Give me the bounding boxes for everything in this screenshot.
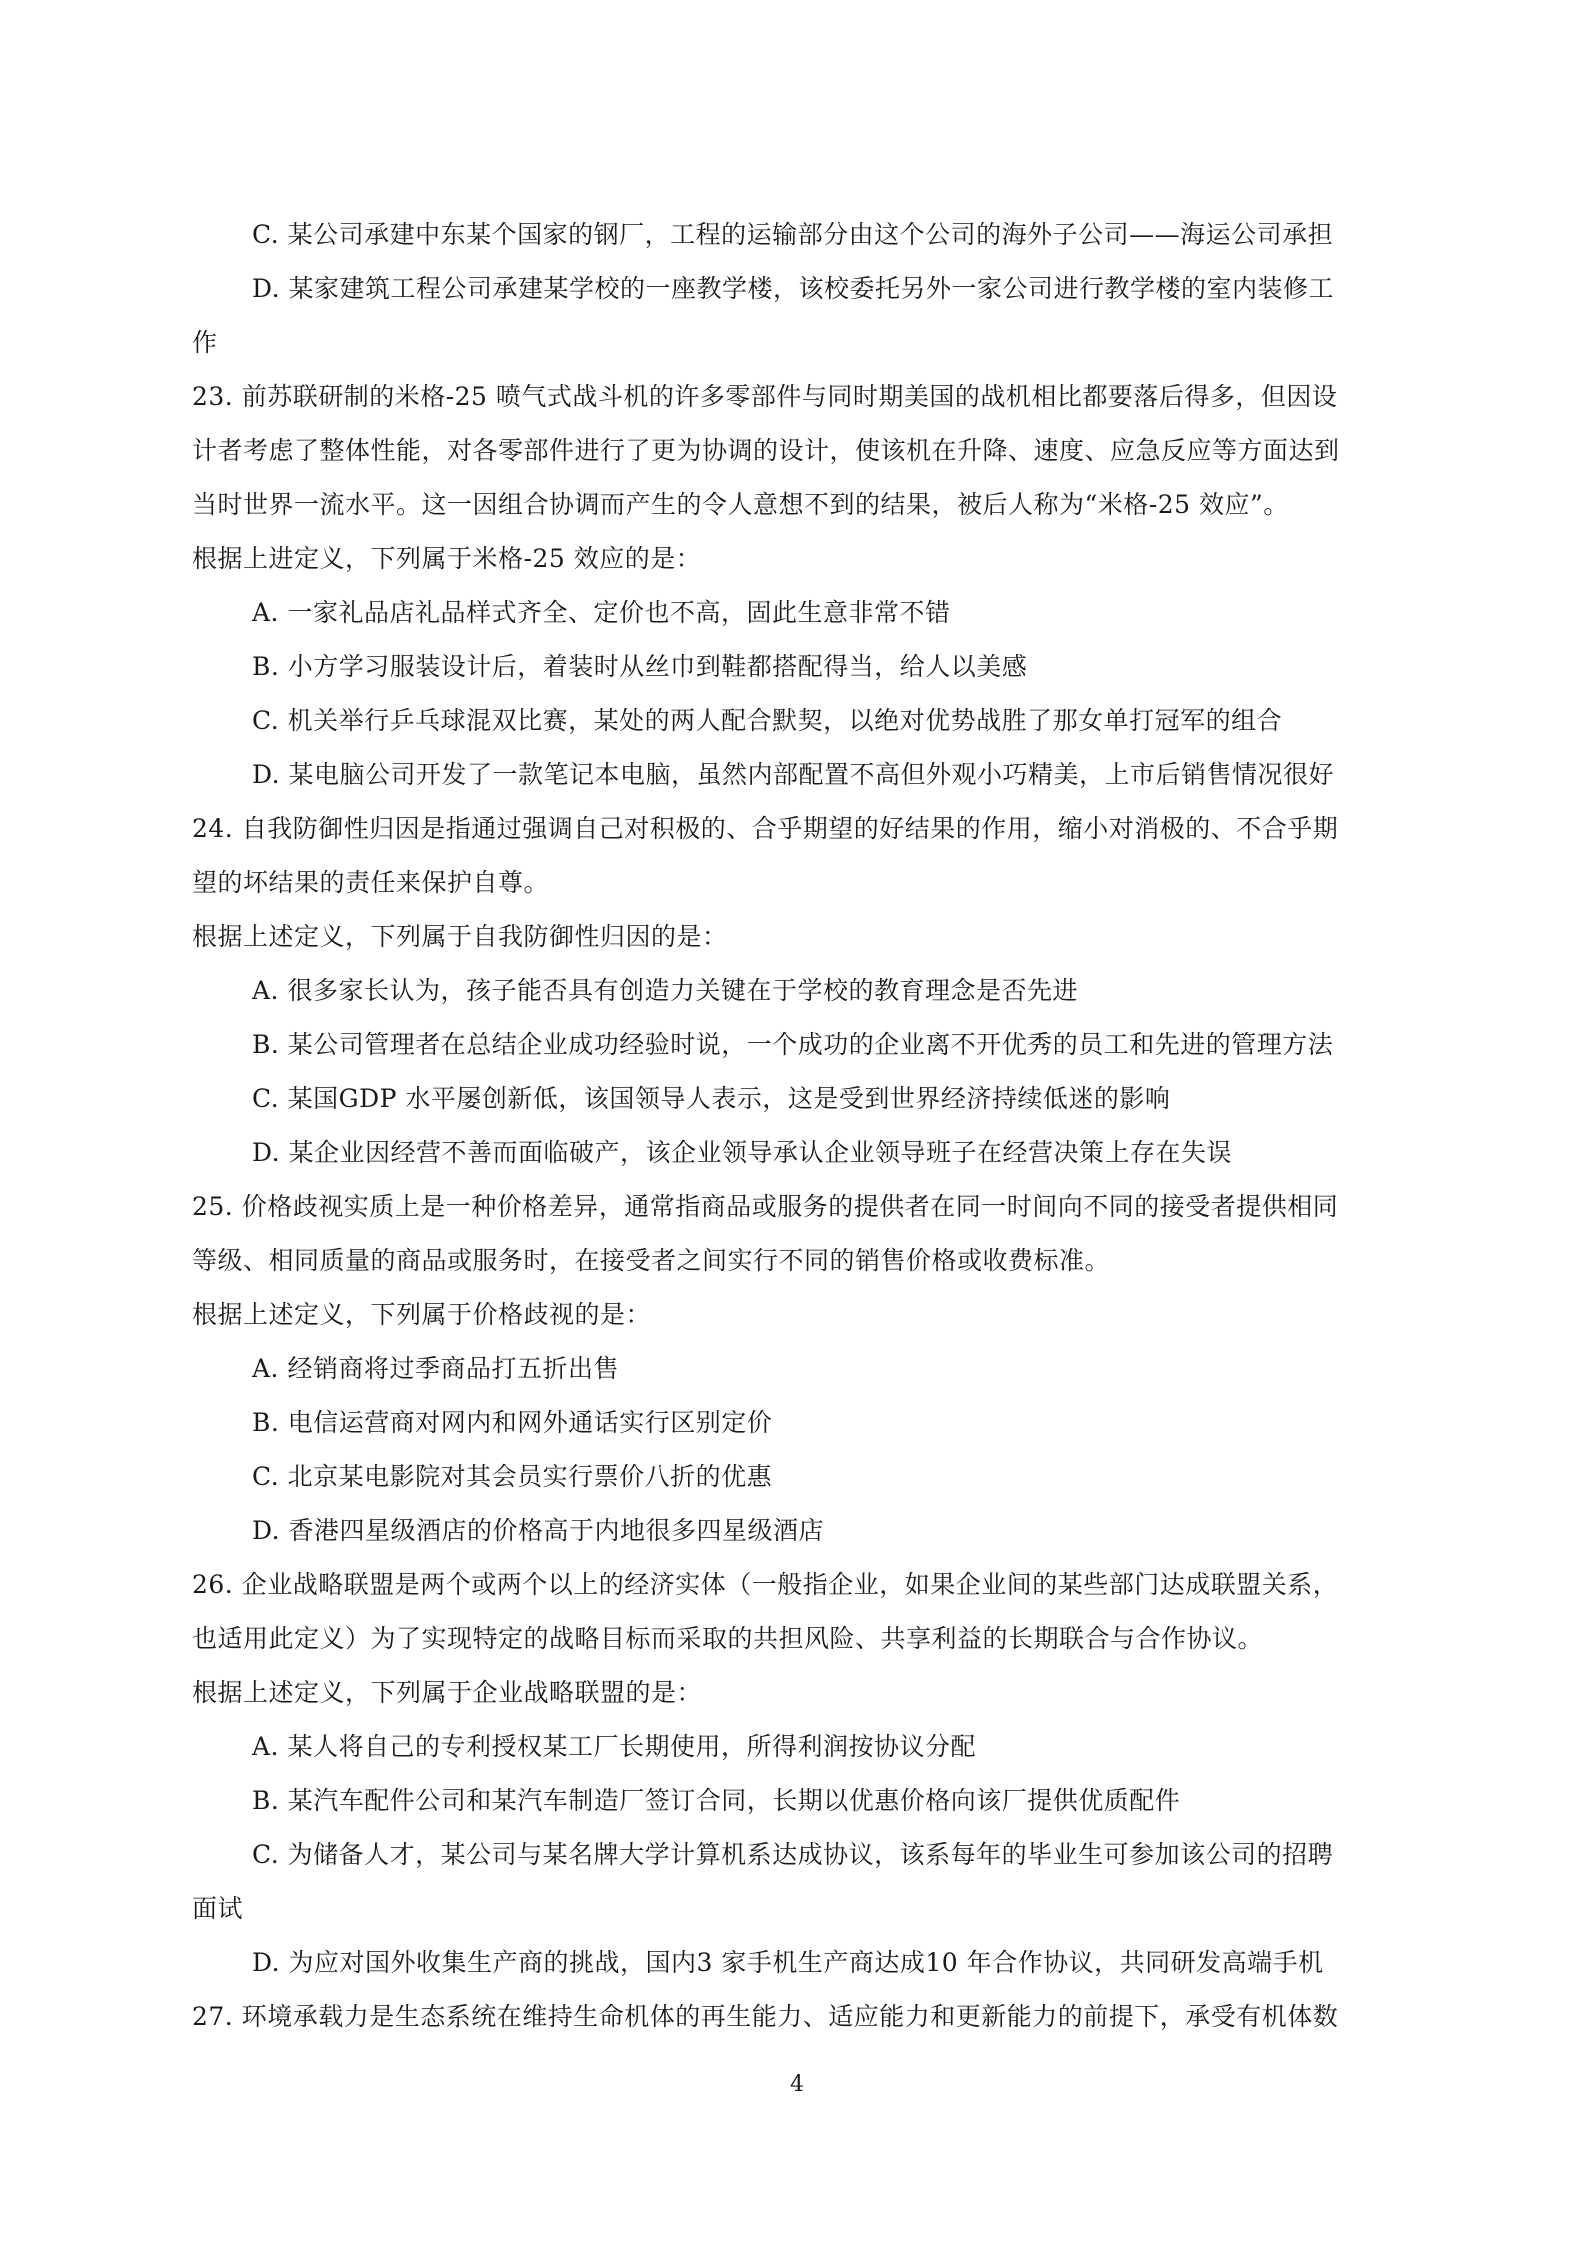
option-line: B. 小方学习服装设计后，着装时从丝巾到鞋都搭配得当，给人以美感 xyxy=(252,652,1028,681)
text-line: 面试 xyxy=(192,1894,244,1923)
option-line: C. 某国GDP 水平屡创新低，该国领导人表示，这是受到世界经济持续低迷的影响 xyxy=(252,1084,1171,1113)
option-line: B. 某公司管理者在总结企业成功经验时说，一个成功的企业离不开优秀的员工和先进的管理方法 xyxy=(252,1030,1334,1059)
text-line: 也适用此定义）为了实现特定的战略目标而采取的共担风险、共享利益的长期联合与合作协议。 xyxy=(192,1624,1264,1653)
text-line: 望的坏结果的责任来保护自尊。 xyxy=(192,868,550,897)
text-line: 作 xyxy=(192,328,218,357)
option-line: D. 某企业因经营不善而面临破产，该企业领导承认企业领导班子在经营决策上存在失误 xyxy=(252,1138,1233,1167)
text-line: 根据上述定义，下列属于自我防御性归因的是： xyxy=(192,922,728,951)
text-line: 24. 自我防御性归因是指通过强调自己对积极的、合乎期望的好结果的作用，缩小对消极的、不合乎期 xyxy=(192,814,1339,843)
text-line: 根据上进定义，下列属于米格-25 效应的是： xyxy=(192,544,702,573)
text-line: 根据上述定义，下列属于价格歧视的是： xyxy=(192,1300,652,1329)
option-line: B. 某汽车配件公司和某汽车制造厂签订合同，长期以优惠价格向该厂提供优质配件 xyxy=(252,1786,1181,1815)
text-line: 26. 企业战略联盟是两个或两个以上的经济实体（一般指企业，如果企业间的某些部门达成联盟关系， xyxy=(192,1570,1339,1599)
option-line: A. 很多家长认为，孩子能否具有创造力关键在于学校的教育理念是否先进 xyxy=(252,976,1078,1005)
text-line: 根据上述定义，下列属于企业战略联盟的是： xyxy=(192,1678,703,1707)
option-line: C. 机关举行乒乓球混双比赛，某处的两人配合默契，以绝对优势战胜了那女单打冠军的组合 xyxy=(252,706,1283,735)
option-line: D. 为应对国外收集生产商的挑战，国内3 家手机生产商达成10 年合作协议，共同研发高端手机 xyxy=(252,1948,1324,1977)
option-line: B. 电信运营商对网内和网外通话实行区别定价 xyxy=(252,1408,773,1437)
text-line: 等级、相同质量的商品或服务时，在接受者之间实行不同的销售价格或收费标准。 xyxy=(192,1246,1111,1275)
text-line: 27. 环境承载力是生态系统在维持生命机体的再生能力、适应能力和更新能力的前提下，承受有机体数 xyxy=(192,2002,1339,2031)
option-line: D. 香港四星级酒店的价格高于内地很多四星级酒店 xyxy=(252,1516,825,1545)
page-content xyxy=(192,208,1442,2044)
text-line: 23. 前苏联研制的米格-25 喷气式战斗机的许多零部件与同时期美国的战机相比都要落后得多，但因设 xyxy=(192,382,1338,411)
option-line: A. 经销商将过季商品打五折出售 xyxy=(252,1354,619,1383)
option-line: A. 一家礼品店礼品样式齐全、定价也不高，固此生意非常不错 xyxy=(252,598,951,627)
text-line: 计者考虑了整体性能，对各零部件进行了更为协调的设计，使该机在升降、速度、应急反应等方面达到 xyxy=(192,436,1340,465)
option-line: C. 某公司承建中东某个国家的钢厂，工程的运输部分由这个公司的海外子公司——海运公司承担 xyxy=(252,220,1334,249)
page-number: 4 xyxy=(790,2072,804,2097)
option-line: A. 某人将自己的专利授权某工厂长期使用，所得利润按协议分配 xyxy=(252,1732,976,1761)
text-line: 25. 价格歧视实质上是一种价格差异，通常指商品或服务的提供者在同一时间向不同的接受者提供相同 xyxy=(192,1192,1339,1221)
option-line: C. 北京某电影院对其会员实行票价八折的优惠 xyxy=(252,1462,773,1491)
text-line: 当时世界一流水平。这一因组合协调而产生的令人意想不到的结果，被后人称为“米格-25 效应”。 xyxy=(192,490,1289,519)
option-line: C. 为储备人才，某公司与某名牌大学计算机系达成协议，该系每年的毕业生可参加该公司的招聘 xyxy=(252,1840,1334,1869)
option-line: D. 某家建筑工程公司承建某学校的一座教学楼，该校委托另外一家公司进行教学楼的室内装修工 xyxy=(252,274,1335,303)
option-line: D. 某电脑公司开发了一款笔记本电脑，虽然内部配置不高但外观小巧精美，上市后销售情况很好 xyxy=(252,760,1335,789)
